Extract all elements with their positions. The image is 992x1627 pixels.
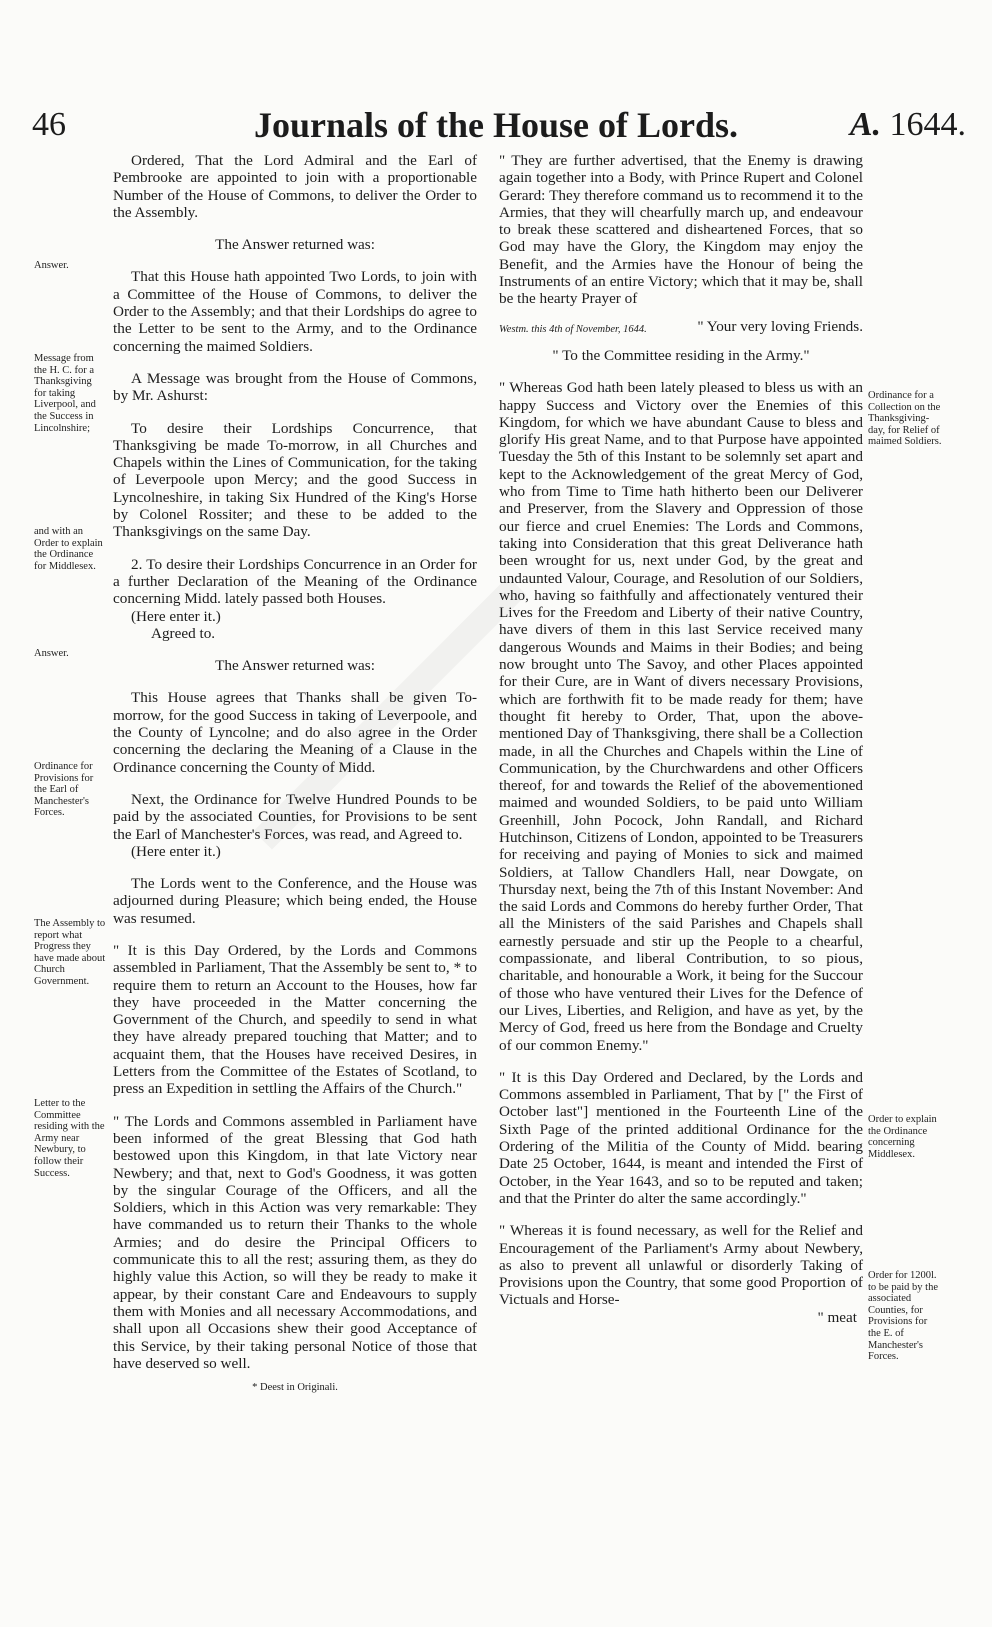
year-letter: A.	[849, 106, 881, 143]
page-number: 46	[32, 106, 66, 143]
paragraph: A Message was brought from the House of Commons, by Mr. Ashurst:	[113, 369, 477, 405]
paragraph: Ordered, That the Lord Admiral and the Earl of Pembrooke are appointed to join with a proportionable Number of the House of Commons, to deliver the Order to the Assembly.	[113, 152, 477, 221]
margin-note: Ordinance for a Collection on the Thanksgiving-day, for Relief of maimed Soldiers.	[868, 390, 942, 448]
margin-note: Ordinance for Provisions for the Earl of Manchester's Forces.	[34, 761, 94, 819]
answer-heading: The Answer returned was:	[215, 236, 375, 254]
enter-note: (Here enter it.)	[131, 607, 221, 625]
page-title: Journals of the House of Lords.	[253, 105, 739, 145]
paragraph: " They are further advertised, that the Enemy is drawing again together into a Body, with Prince Rupert and Colonel Gerard: They therefore command us to recommend it to the Armies, that they will chearfully march up, and endeavour to break these scattered and disheartened Forces, that so God may have the Glory, the Kingdom may enjoy the Benefit, and the Armies have the Honour of being the Instruments of an entire Victory; which that it may be, shall be the hearty Prayer of	[499, 152, 863, 308]
paragraph: That this House hath appointed Two Lords, to join with a Committee of the House of Commons, to deliver the Order to the Assembly; and that their Lordships do agree to the Letter to be sent to the Army, and to the Ordinance concerning the maimed Soldiers.	[113, 268, 477, 355]
agreed-note: Agreed to.	[151, 624, 216, 642]
margin-note: Message from the H. C. for a Thanksgiving for taking Liverpool, and the Success in Lincolnshire;	[34, 353, 96, 434]
enter-note: (Here enter it.)	[131, 842, 221, 860]
right-column	[499, 152, 863, 1326]
page-header	[0, 106, 992, 156]
paragraph: To desire their Lordships Concurrence, that Thanksgiving be made To-morrow, in all Churches and Chapels within the Lines of Communication, for the taking of Leverpoole upon Mercy; and the good Success in Lyncolneshire, in taking Six Hundred of the King's Horse by Colonel Rossiter; and these to be added to the Thanksgivings on the same Day.	[113, 419, 477, 541]
margin-note: Order to explain the Ordinance concerning Middlesex.	[868, 1114, 937, 1160]
paragraph: 2. To desire their Lordships Concurrence in an Order for a further Declaration of the Meaning of the Ordinance concerning Midd. lately passed both Houses.	[113, 555, 477, 608]
year: 1644.	[889, 106, 966, 143]
paragraph-letter: " The Lords and Commons assembled in Parliament have been informed of the great Blessing that God hath bestowed upon this Kingdom, in that late Victory near Newbery; and that, next to God's Goodness, it was gotten by the singular Courage of the Officers, and all the Soldiers, which in this Action was very remarkable: They have commanded us to return their Thanks to the whole Armies; and do desire the Principal Officers to communicate this to all the rest; assuring them, as they do highly value this Action, so will they be ready to make it appear, by their constant Care and Endeavours to supply them with Monies and all necessary Accommodations, and shall upon all Occasions shew their good Acceptance of this Service, by their taking personal Notice of those that have deserved so well.	[113, 1112, 477, 1372]
signature-date: Westm. this 4th of November, 1644.	[499, 323, 647, 335]
paragraph-ordinance: " Whereas God hath been lately pleased to bless us with an happy Success and Victory over the Enemies of this Kingdom, for which we have abundant Cause to bless and glorify His great Name, and to that Purpose have appointed Tuesday the 5th of this Instant to be solemnly set apart and kept to the Acknowledgement of the great Mercy of God, who from Time to Time hath hitherto been our Deliverer and Preserver, from the Slavery and Oppression of those our fierce and cruel Enemies: The Lords and Commons, taking into Consideration that this great Deliverance hath been wrought for us, next under God, by the great and undaunted Valour, Courage, and Resolution of our Soldiers, who, having so faithfully and affectionately ventured their Lives for the Freedom and Liberty of their native Country, have divers of them in this last Service received many dangerous Wounds and Maims in their Bodies; and being now brought unto The Savoy, and other Places appointed for their Cure, are in Want of divers necessary Provisions, which are forthwith fit to be made ready for them; have thought fit hereby to Order, That, upon the above-mentioned Day of Thanksgiving, there shall be a Collection made, in all the Churches and Chapels within the Line of Communication, by the Churchwardens and other Officers thereof, for and towards the Relief of the abovementioned maimed and wounded Soldiers, to be paid unto William Greenhill, John Pocock, John Randall, and Richard Hutchinson, Citizens of London, appointed to be Treasurers for receiving and paying of Monies to sick and maimed Soldiers, at Tallow Chandlers Hall, near Dowgate, on Thursday next, being the 7th of this Instant November: And the said Lords and Commons do hereby further Order, That all the Ministers of the said Parishes and Chapels shall earnestly persuade and stir up the People to a chearful, compassionate, and liberal Contribution, to so pious, charitable, and honourable a Work, it being for the Succour of those who have ventured their Lives for the Defence of our Lives, Liberties, and Religion, and have as yet, by the Mercy of God, freed us here from the Bondage and Cruelty of our common Enemy."	[499, 379, 863, 1054]
paragraph-order: " It is this Day Ordered and Declared, by the Lords and Commons assembled in Parliament, That by [" the First of October last"] mentioned in the Fourteenth Line of the Sixth Page of the printed additional Ordinance for the Ordering of the Militia of the County of Midd. bearing Date 25 October, 1644, is meant and intended the First of October, in the Year 1643, and so to be reputed and taken; and that the Printer do alter the same accordingly."	[499, 1068, 863, 1207]
margin-note: Answer.	[34, 260, 69, 271]
letter-signature	[499, 318, 863, 335]
margin-note: and with an Order to explain the Ordinance for Middlesex.	[34, 526, 103, 572]
margin-note: Letter to the Committee residing with the Army near Newbury, to follow their Success.	[34, 1098, 105, 1179]
left-column	[113, 152, 477, 1396]
margin-note: Answer.	[34, 648, 69, 659]
paragraph-ordinance: " Whereas it is found necessary, as well for the Relief and Encouragement of the Parliament's Army about Newbery, as also to prevent all unlawful or disorderly Taking of Provisions upon the Country, that some good Proportion of Victuals and Horse-	[499, 1222, 863, 1309]
paragraph: The Lords went to the Conference, and the House was adjourned during Pleasure; which being ended, the House was resumed.	[113, 875, 477, 927]
margin-note: The Assembly to report what Progress they have made about Church Government.	[34, 918, 106, 987]
letter-address: " To the Committee residing in the Army."	[552, 346, 810, 364]
paragraph-order: " It is this Day Ordered, by the Lords and Commons assembled in Parliament, That the Assembly be sent to, * to require them to return an Account to the Houses, how far they have proceeded in the Matter concerning the Government of the Church, and speedily to send in what they have already prepared touching that Matter; and to acquaint them, that the Houses have received Desires, in Letters from the Committee of the Estates of Scotland, to press an Expedition in settling the Affairs of the Church."	[113, 941, 477, 1098]
signature-text: " Your very loving Friends.	[697, 317, 863, 335]
footnote: * Deest in Originali.	[252, 1382, 338, 1394]
year-heading	[850, 106, 966, 144]
margin-note: Order for 1200l. to be paid by the associated Counties, for Provisions for the E. of Manchester's Forces.	[868, 1270, 938, 1363]
answer-heading: The Answer returned was:	[215, 657, 375, 675]
paragraph: Next, the Ordinance for Twelve Hundred Pounds to be paid by the associated Counties, for Provisions to be sent the Earl of Manchester's Forces, was read, and Agreed to.	[113, 790, 477, 843]
paragraph: This House agrees that Thanks shall be given To-morrow, for the good Success in taking of Leverpoole, and the County of Lyncolne; and do also agree in the Order concerning the declaring the Meaning of a Clause in the Ordinance concerning the County of Midd.	[113, 689, 477, 776]
catchword: " meat	[817, 1308, 857, 1326]
